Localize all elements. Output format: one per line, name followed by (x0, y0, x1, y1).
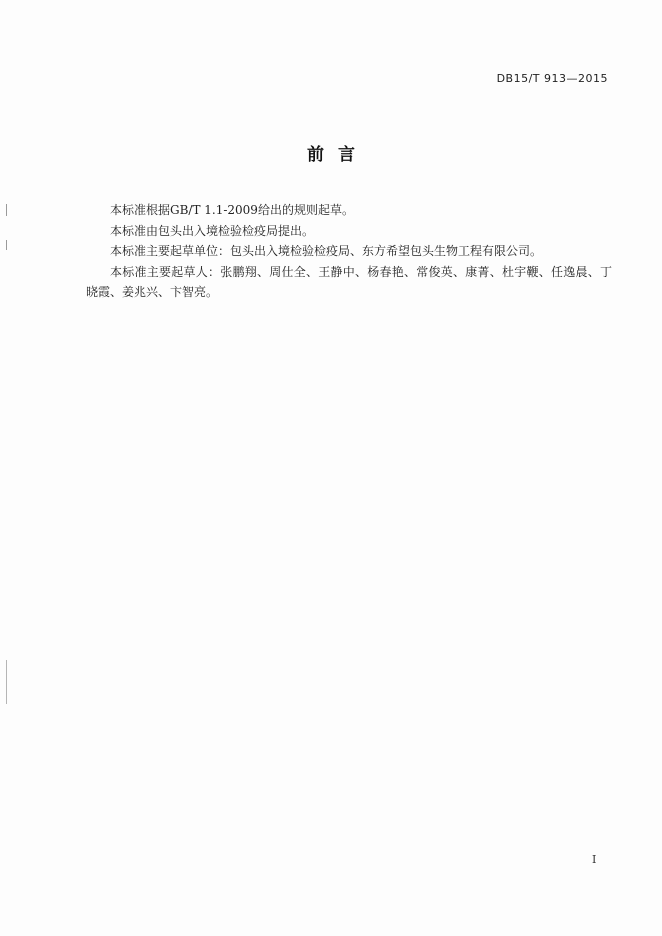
preface-body (86, 200, 612, 303)
paragraph-drafters: 本标准主要起草人：张鹏翔、周仕全、王静中、杨春艳、常俊英、康菁、杜宇鞭、任逸晨、丁晓霞、姜兆兴、卞智亮。 (86, 264, 612, 299)
page-number: I (592, 853, 597, 866)
paragraph-drafting-rules: 本标准根据GB/T 1.1-2009给出的规则起草。 (110, 203, 354, 217)
document-code: DB15/T 913—2015 (496, 72, 608, 85)
scan-artifact (6, 240, 7, 250)
paragraph-proposer: 本标准由包头出入境检验检疫局提出。 (110, 223, 315, 238)
scan-artifact (6, 204, 7, 216)
paragraph-drafting-units: 本标准主要起草单位：包头出入境检验检疫局、东方希望包头生物工程有限公司。 (110, 244, 543, 258)
scan-artifact (6, 660, 7, 704)
section-title: 前言 (307, 145, 369, 165)
